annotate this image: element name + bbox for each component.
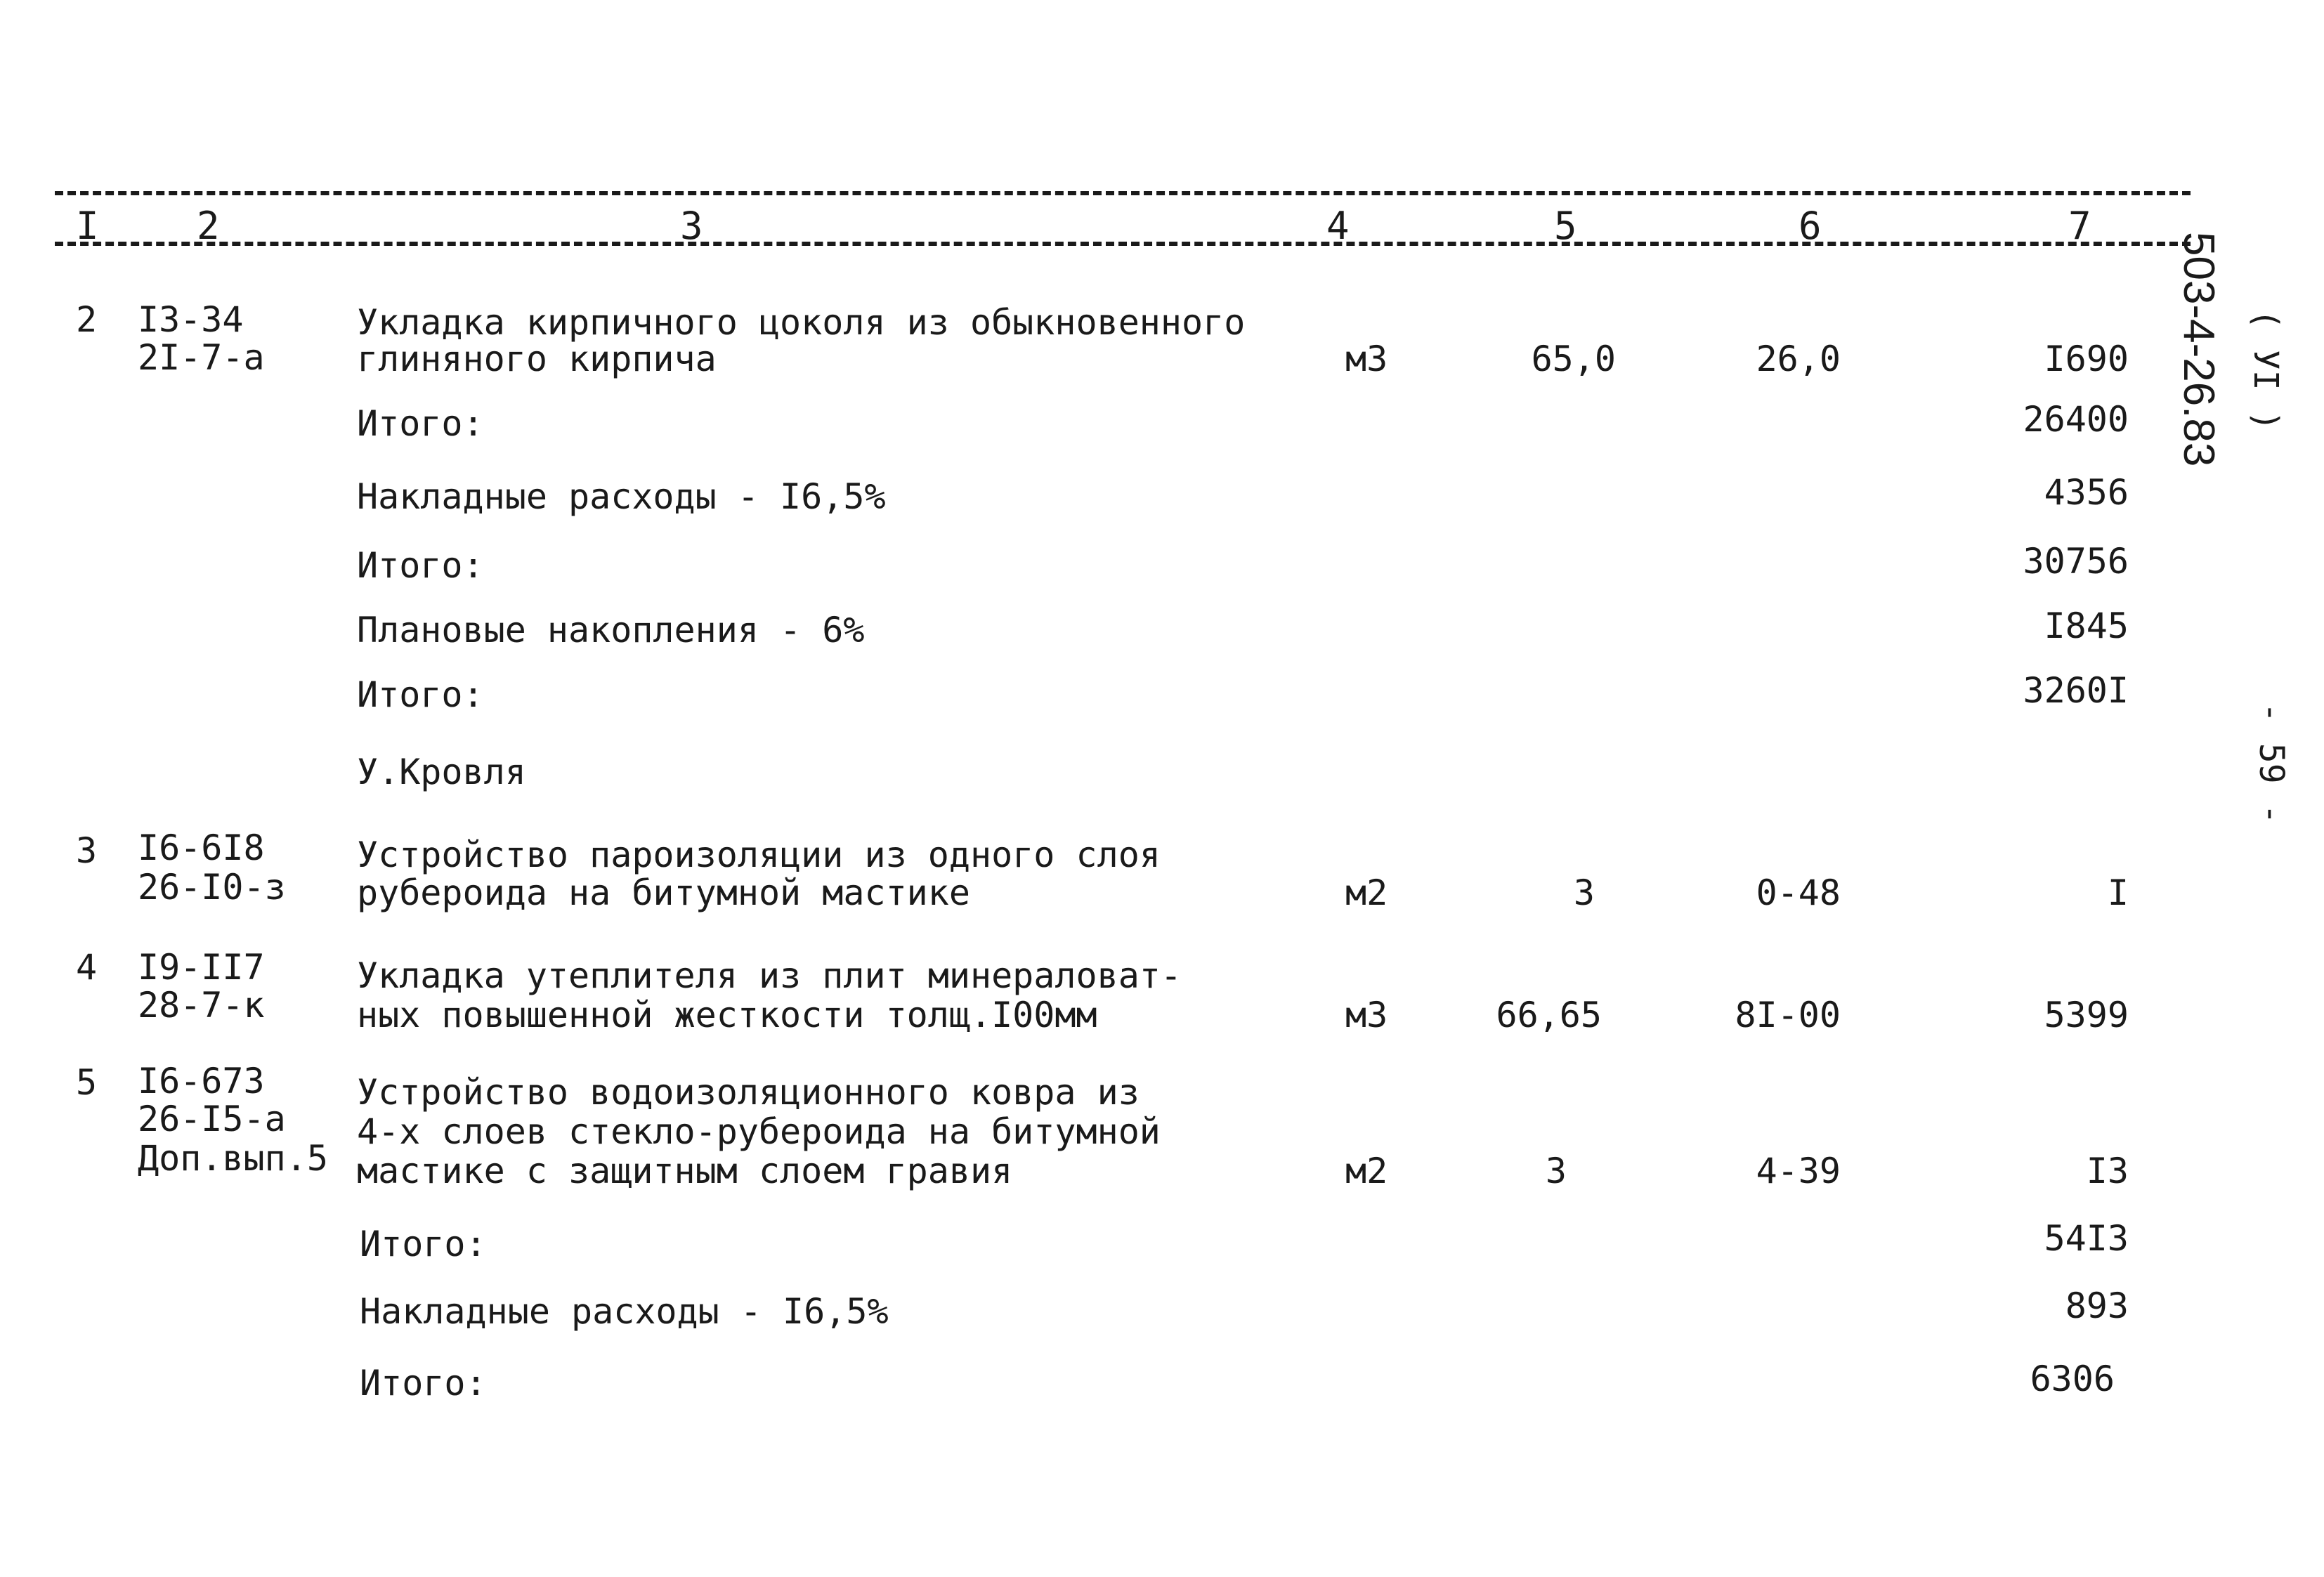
row-number: 2 (76, 299, 98, 340)
summary-value: 30756 (2023, 541, 2129, 582)
summary-label: Итого: (357, 545, 484, 586)
row-code-primary: I9-II7 (138, 947, 265, 988)
summary-label: Итого: (357, 674, 484, 715)
row-description-line: Укладка утеплителя из плит минераловат- (357, 955, 1182, 996)
row-description-line: Устройство водоизоляционного ковра из (357, 1072, 1140, 1113)
summary-value: 893 (2065, 1285, 2129, 1326)
row-quantity: 3 (1545, 1151, 1567, 1191)
header-bottom-rule (55, 242, 2191, 246)
row-code-secondary: 26-I0-з (138, 867, 286, 908)
column-header-6: 6 (1799, 204, 1822, 248)
volume-label: ( УI ) (2246, 309, 2285, 431)
row-description-line: Укладка кирпичного цоколя из обыкновенного (357, 302, 1246, 343)
column-header-1: I (76, 204, 99, 248)
row-code-tertiary: Доп.вып.5 (138, 1138, 328, 1179)
row-code-primary: I3-34 (138, 299, 244, 340)
column-header-7: 7 (2068, 204, 2091, 248)
row-description-line: ных повышенной жесткости толщ.I00мм (357, 995, 1097, 1035)
row-unit-price: 26,0 (1756, 339, 1841, 379)
row-total: I3 (2086, 1151, 2129, 1191)
row-total: I690 (2044, 339, 2129, 379)
row-code-secondary: 2I-7-а (138, 337, 265, 378)
column-header-4: 4 (1326, 204, 1350, 248)
row-unit-price: 4-39 (1756, 1151, 1841, 1191)
row-number: 3 (76, 830, 98, 871)
row-quantity: 65,0 (1531, 339, 1616, 379)
row-description-line: глиняного кирпича (357, 339, 717, 379)
column-header-5: 5 (1554, 204, 1577, 248)
column-header-3: 3 (680, 204, 703, 248)
row-description-line: рубероида на битумной мастике (357, 872, 970, 913)
row-code-secondary: 26-I5-а (138, 1099, 286, 1139)
row-unit: м2 (1345, 1151, 1388, 1191)
summary-value: 4356 (2044, 472, 2129, 513)
summary-value: 54I3 (2044, 1218, 2129, 1259)
row-description-line: мастике с защитным слоем гравия (357, 1151, 1013, 1191)
summary-value: I845 (2044, 606, 2129, 646)
row-unit: м2 (1345, 872, 1388, 913)
summary-value: 6306 (2030, 1359, 2115, 1399)
row-code-primary: I6-6I8 (138, 827, 265, 868)
row-quantity: 3 (1573, 872, 1595, 913)
summary-value: 26400 (2023, 399, 2129, 440)
row-number: 5 (76, 1062, 98, 1103)
row-quantity: 66,65 (1496, 995, 1602, 1035)
header-top-rule (55, 191, 2191, 195)
row-code-primary: I6-673 (138, 1061, 265, 1101)
document-code: 503-4-26.83 (2174, 232, 2223, 467)
summary-label: Итого: (360, 1224, 487, 1264)
summary-value: 3260I (2023, 670, 2129, 711)
summary-label: Накладные расходы - I6,5% (360, 1291, 889, 1332)
row-unit-price: 8I-00 (1735, 995, 1841, 1035)
row-code-secondary: 28-7-к (138, 985, 265, 1026)
summary-label: Накладные расходы - I6,5% (357, 476, 886, 517)
summary-label: Итого: (357, 403, 484, 444)
row-unit: м3 (1345, 339, 1388, 379)
section-title: У.Кровля (357, 752, 526, 792)
page-number: - 59 - (2252, 702, 2291, 825)
row-description-line: Устройство пароизоляции из одного слоя (357, 835, 1161, 875)
row-description-line: 4-х слоев стекло-рубероида на битумной (357, 1111, 1161, 1152)
row-number: 4 (76, 947, 98, 988)
row-unit: м3 (1345, 995, 1388, 1035)
row-total: 5399 (2044, 995, 2129, 1035)
column-header-2: 2 (197, 204, 220, 248)
row-unit-price: 0-48 (1756, 872, 1841, 913)
summary-label: Итого: (360, 1363, 487, 1403)
row-total: I (2107, 872, 2129, 913)
summary-label: Плановые накопления - 6% (357, 610, 865, 650)
